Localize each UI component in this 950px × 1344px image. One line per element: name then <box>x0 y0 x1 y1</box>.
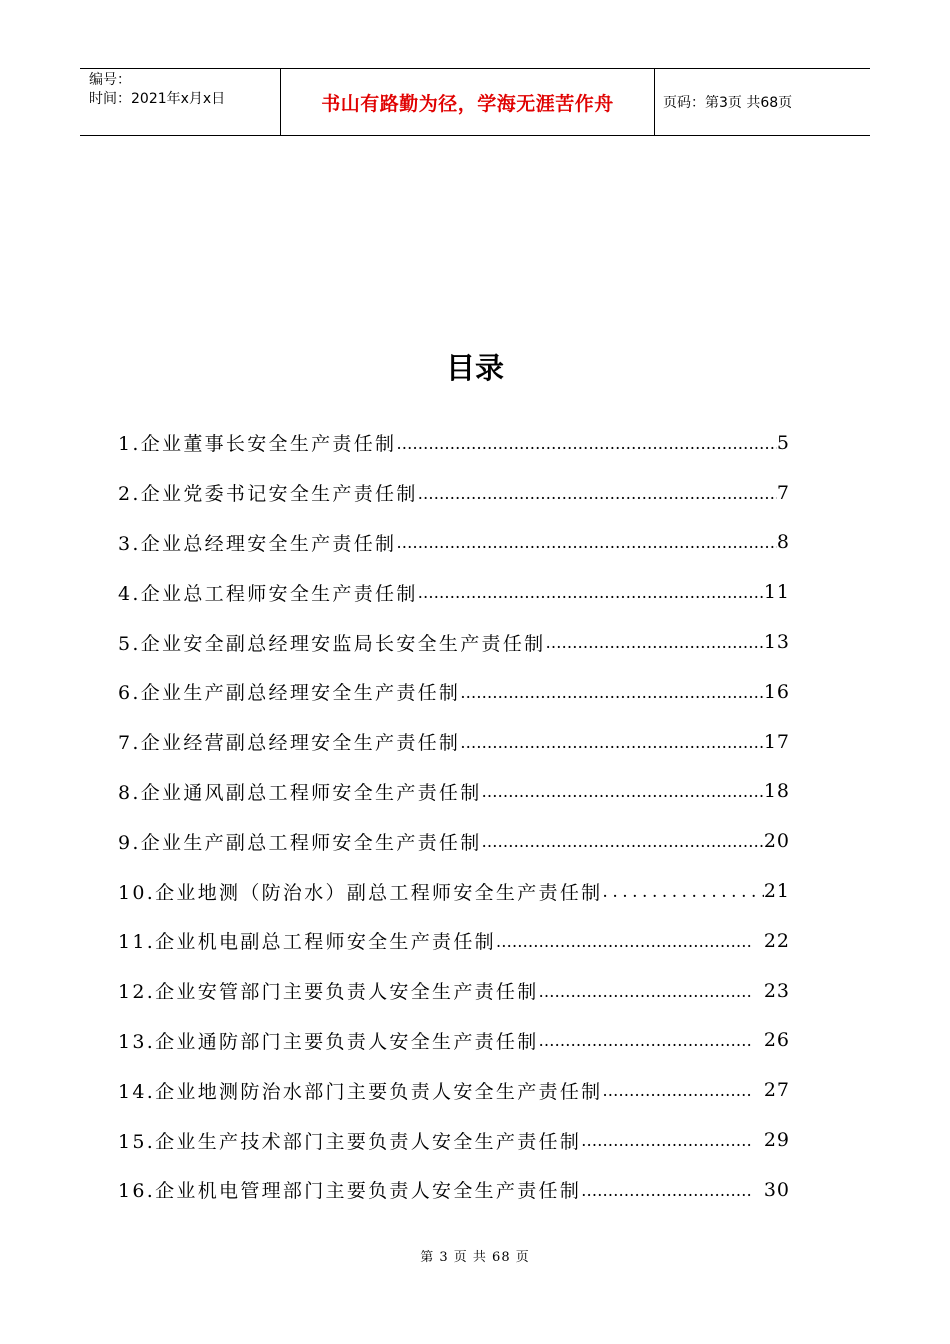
toc-entry-page: 23 <box>763 979 790 1002</box>
toc-entry-page: 22 <box>763 929 790 952</box>
toc-title: 目录 <box>445 351 504 385</box>
toc-entry[interactable] <box>118 1115 790 1165</box>
toc-leader-dots <box>581 1179 752 1201</box>
toc-entry-label: 4.企业总工程师安全生产责任制 <box>118 582 418 605</box>
toc-leader-dots <box>460 731 764 753</box>
toc-entry-label: 3.企业总经理安全生产责任制 <box>118 532 397 555</box>
toc-entry-label: 11.企业机电副总工程师安全生产责任制 <box>118 931 496 954</box>
toc-entry-page: 7 <box>776 481 790 504</box>
header-page-info: 页码：第3页 共68页 <box>663 95 793 111</box>
toc-entry[interactable] <box>118 667 790 717</box>
document-date-label: 时间：2021年x月x日 <box>89 91 226 107</box>
toc-entry[interactable] <box>118 916 790 966</box>
toc-leader-dots <box>539 1029 752 1051</box>
toc-entry-page: 26 <box>763 1029 790 1052</box>
document-number-label: 编号： <box>89 72 131 88</box>
toc-entry[interactable] <box>118 966 790 1016</box>
toc-entry[interactable] <box>118 816 790 866</box>
toc-leader-dots <box>460 681 764 703</box>
toc-leader-dots <box>539 980 752 1002</box>
toc-leader-dots <box>482 780 764 802</box>
toc-entry-page: 20 <box>763 830 790 853</box>
toc-entry-page: 13 <box>763 631 790 654</box>
toc-leader-dots <box>396 432 777 454</box>
toc-entry-label: 1.企业董事长安全生产责任制 <box>118 433 397 456</box>
page-footer: 第 3 页 共 68 页 <box>420 1250 530 1265</box>
toc-leader-dots <box>496 930 752 952</box>
toc-entry-label: 9.企业生产副总工程师安全生产责任制 <box>118 831 482 854</box>
header-motto: 书山有路勤为径，学海无涯苦作舟 <box>281 69 655 135</box>
toc-leader-dots <box>396 531 777 553</box>
toc-entry-label: 16.企业机电管理部门主要负责人安全生产责任制 <box>118 1180 582 1203</box>
toc-entry-page: 29 <box>763 1129 790 1152</box>
toc-entry-label: 10.企业地测（防治水）副总工程师安全生产责任制 <box>118 881 603 904</box>
toc-entry-label: 12.企业安管部门主要负责人安全生产责任制 <box>118 981 539 1004</box>
header-meta <box>80 69 281 135</box>
toc-leader-dots <box>602 880 763 902</box>
toc-entry-label: 7.企业经营副总经理安全生产责任制 <box>118 732 461 755</box>
toc-entry-label: 5.企业安全副总经理安监局长安全生产责任制 <box>118 632 546 655</box>
toc-entry[interactable] <box>118 717 790 767</box>
toc-entry-label: 2.企业党委书记安全生产责任制 <box>118 483 418 506</box>
toc-entry-page: 11 <box>763 581 790 604</box>
toc-entry-page: 5 <box>776 431 790 454</box>
toc-entry[interactable] <box>118 418 790 468</box>
toc-entry[interactable] <box>118 1065 790 1115</box>
toc-entry[interactable] <box>118 866 790 916</box>
toc-leader-dots <box>418 581 764 603</box>
toc-entry[interactable] <box>118 567 790 617</box>
toc-entry-label: 6.企业生产副总经理安全生产责任制 <box>118 682 461 705</box>
toc-entry-page: 27 <box>763 1079 790 1102</box>
toc-entry[interactable] <box>118 617 790 667</box>
toc-entry-page: 30 <box>763 1178 790 1201</box>
toc-leader-dots <box>418 482 777 504</box>
table-of-contents <box>118 418 790 1215</box>
toc-entry-label: 15.企业生产技术部门主要负责人安全生产责任制 <box>118 1130 582 1153</box>
toc-leader-dots <box>545 631 763 653</box>
toc-entry[interactable] <box>118 767 790 817</box>
toc-entry[interactable] <box>118 1165 790 1215</box>
toc-entry-page: 17 <box>763 730 790 753</box>
toc-entry-page: 8 <box>776 531 790 554</box>
toc-entry[interactable] <box>118 518 790 568</box>
toc-entry-page: 16 <box>763 680 790 703</box>
toc-leader-dots <box>482 830 764 852</box>
toc-leader-dots <box>602 1079 751 1101</box>
toc-entry-page: 18 <box>763 780 790 803</box>
toc-leader-dots <box>581 1129 752 1151</box>
toc-entry[interactable] <box>118 1016 790 1066</box>
toc-entry-label: 8.企业通风副总工程师安全生产责任制 <box>118 781 482 804</box>
toc-entry-page: 21 <box>763 880 790 903</box>
toc-entry[interactable] <box>118 468 790 518</box>
page-header <box>80 68 870 136</box>
toc-entry-label: 13.企业通防部门主要负责人安全生产责任制 <box>118 1030 539 1053</box>
toc-entry-label: 14.企业地测防治水部门主要负责人安全生产责任制 <box>118 1080 603 1103</box>
